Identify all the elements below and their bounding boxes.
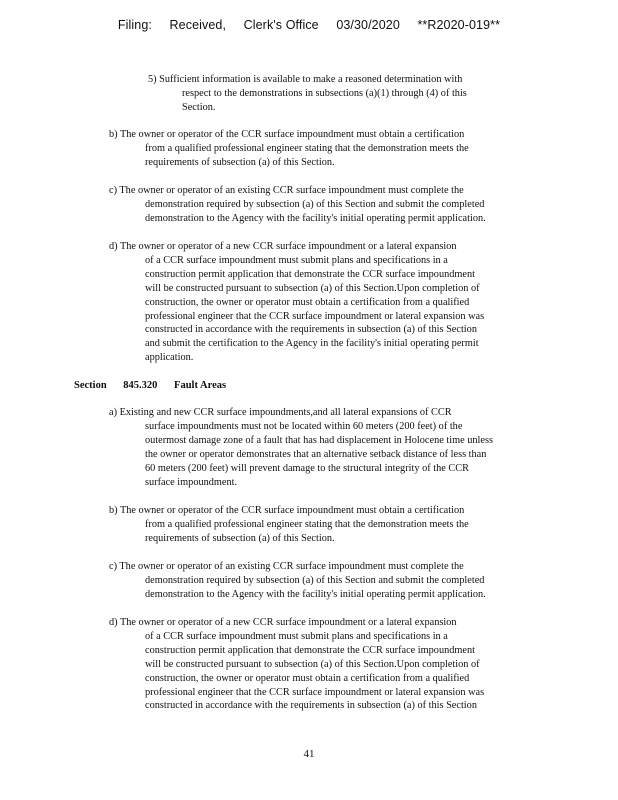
subsection-line: the owner or operator demonstrates that an alternative setback distance of less than: [145, 448, 487, 460]
section-word: Section: [74, 380, 107, 391]
subsection-line: construction, the owner or operator must obtain a certification from a qualified: [145, 296, 470, 308]
subsection-line: will be constructed pursuant to subsection (a) of this Section.Upon completion of: [145, 282, 480, 294]
clerks-office-label: Clerk's Office: [243, 18, 319, 32]
subsection-line: The owner or operator of the CCR surface impoundment must obtain a certification: [119, 505, 465, 516]
list-item-5: [148, 73, 514, 115]
section-title: Fault Areas: [174, 380, 227, 391]
item-label: c): [109, 561, 117, 572]
subsection-line: from a qualified professional engineer stating that the demonstration meets the: [145, 518, 469, 530]
section-heading: [74, 380, 240, 391]
subsection-line: demonstration required by subsection (a) of this Section and submit the completed: [145, 574, 485, 586]
filing-label: Filing:: [117, 18, 152, 32]
subsection-line: construction, the owner or operator must obtain a certification from a qualified: [145, 672, 470, 684]
received-label: Received,: [169, 18, 227, 32]
filing-header: [0, 18, 618, 32]
docket-number: **R2020-019**: [417, 18, 501, 32]
subsection-d-first: [109, 240, 539, 365]
subsection-line: demonstration required by subsection (a) of this Section and submit the completed: [145, 198, 485, 210]
subsection-line: The owner or operator of an existing CCR surface impoundment must complete the: [119, 561, 464, 572]
list-item-5-line: respect to the demonstrations in subsections (a)(1) through (4) of this: [182, 87, 467, 99]
subsection-line: professional engineer that the CCR surface impoundment or lateral expansion was: [145, 686, 485, 698]
item-label: c): [109, 185, 117, 196]
list-item-5-line: Section.: [182, 101, 216, 113]
subsection-line: and submit the certification to the Agency in the facility's initial operating permit: [145, 338, 479, 350]
item-label: 5): [148, 74, 157, 85]
subsection-line: 60 meters (200 feet) will prevent damage to the structural integrity of the CCR: [145, 462, 469, 474]
subsection-b-first: [109, 128, 529, 170]
subsection-c-second: [109, 560, 539, 602]
subsection-line: from a qualified professional engineer stating that the demonstration meets the: [145, 142, 469, 154]
section-number: 845.320: [123, 380, 158, 391]
subsection-line: The owner or operator of an existing CCR surface impoundment must complete the: [119, 185, 464, 196]
subsection-a-second: [109, 406, 549, 489]
subsection-line: surface impoundments must not be located within 60 meters (200 feet) of the: [145, 420, 463, 432]
subsection-line: The owner or operator of a new CCR surface impoundment or a lateral expansion: [119, 617, 457, 628]
subsection-line: requirements of subsection (a) of this Section.: [145, 532, 335, 544]
subsection-line: Existing and new CCR surface impoundments,and all lateral expansions of CCR: [119, 407, 452, 418]
subsection-line: constructed in accordance with the requirements in subsection (a) of this Section: [145, 700, 477, 712]
subsection-d-second: [109, 616, 539, 713]
item-label: a): [109, 407, 117, 418]
subsection-line: construction permit application that demonstrate the CCR surface impoundment: [145, 268, 475, 280]
subsection-line: constructed in accordance with the requirements in subsection (a) of this Section: [145, 324, 477, 336]
subsection-line: surface impoundment.: [145, 476, 238, 488]
subsection-line: The owner or operator of a new CCR surface impoundment or a lateral expansion: [119, 241, 457, 252]
item-label: d): [109, 241, 118, 252]
subsection-c-first: [109, 184, 539, 226]
subsection-line: professional engineer that the CCR surface impoundment or lateral expansion was: [145, 310, 485, 322]
subsection-line: will be constructed pursuant to subsection (a) of this Section.Upon completion of: [145, 658, 480, 670]
item-label: b): [109, 505, 118, 516]
page-number: 41: [303, 748, 315, 760]
subsection-line: requirements of subsection (a) of this Section.: [145, 156, 335, 168]
subsection-line: demonstration to the Agency with the facility's initial operating permit application.: [145, 212, 486, 224]
list-item-5-line: 5) Sufficient information is available to make a reasoned determination with: [148, 74, 463, 85]
subsection-line: outermost damage zone of a fault that has had displacement in Holocene time unless: [145, 434, 493, 446]
subsection-line: of a CCR surface impoundment must submit plans and specifications in a: [145, 254, 448, 266]
subsection-line: demonstration to the Agency with the facility's initial operating permit application.: [145, 588, 486, 600]
item-label: d): [109, 617, 118, 628]
subsection-b-second: [109, 504, 529, 546]
subsection-line: The owner or operator of the CCR surface impoundment must obtain a certification: [119, 129, 465, 140]
item-label: b): [109, 129, 118, 140]
filing-date: 03/30/2020: [336, 18, 400, 32]
subsection-line: construction permit application that demonstrate the CCR surface impoundment: [145, 644, 475, 656]
subsection-line: application.: [145, 352, 194, 364]
subsection-line: of a CCR surface impoundment must submit plans and specifications in a: [145, 630, 448, 642]
